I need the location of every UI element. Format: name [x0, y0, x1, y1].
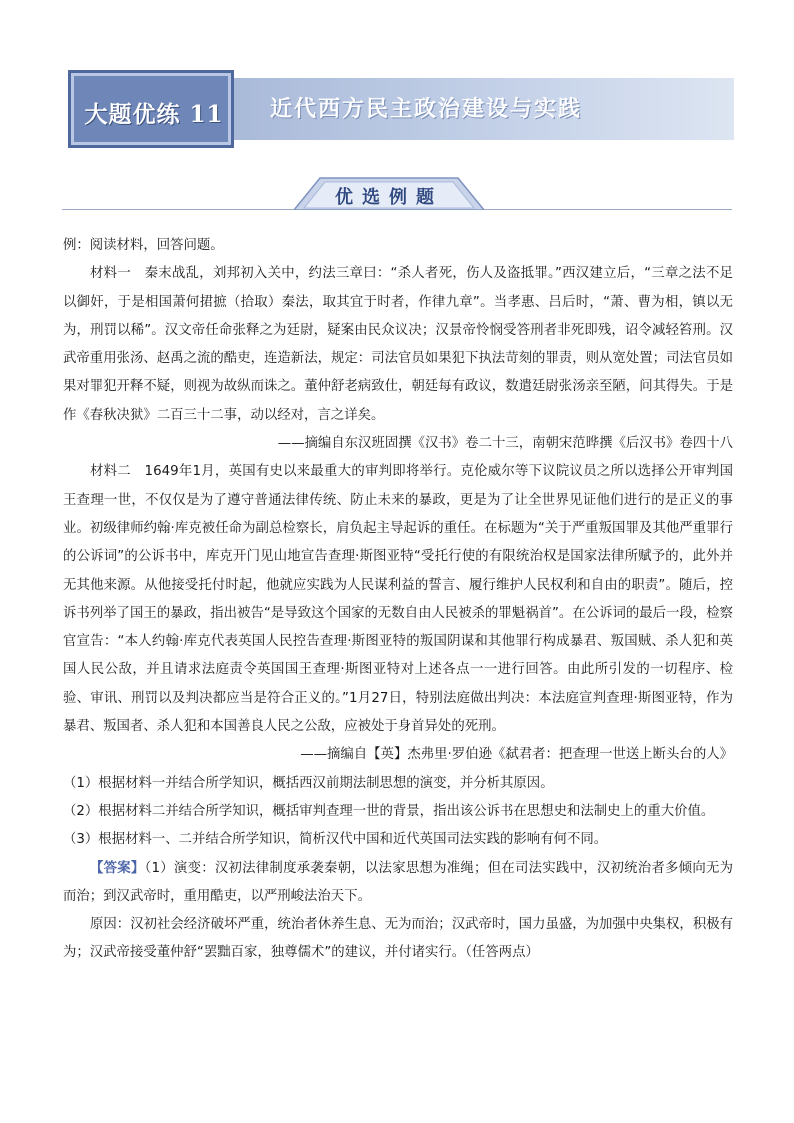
answer-part-1 — [63, 855, 733, 912]
answer-tag: 【答案】 — [90, 860, 145, 876]
banner-tag-box — [68, 70, 234, 148]
question-1: （1）根据材料一并结合所学知识，概括西汉前期法制思想的演变，并分析其原因。 — [63, 775, 554, 791]
question-2: （2）根据材料二并结合所学知识，概括审判查理一世的背景，指出该公诉书在思想史和法制史上的重大价值。 — [63, 803, 715, 819]
banner-tag: 大题优练 11 — [84, 101, 224, 128]
document-body — [63, 232, 733, 968]
answer-part-2: 原因：汉初社会经济破坏严重，统治者休养生息、无为而治；汉武帝时，国力虽盛，为加强中央集权，积极有为；汉武帝接受董仲舒“罢黜百家，独尊儒术”的建议，并付诸实行。（任答两点） — [63, 917, 733, 961]
section-header — [294, 176, 484, 210]
material-one: 材料一 秦末战乱，刘邦初入关中，约法三章曰：“杀人者死，伤人及盗抵罪。”西汉建立后，“三章之法不足以御奸，于是相国萧何捃摭（拾取）秦法，取其宜于时者，作律九章”。当孝惠、吕后时，“萧、曹为相，镇以无为，刑罚以稀”。汉文帝任命张释之为廷尉，疑案由民众议决；汉景帝怜悯受答刑者非死即残，诏令减轻笞刑。汉武帝重用张汤、赵禹之流的酷吏，连造新法，规定：司法官员如果犯下执法苛刻的罪责，则从宽处置；司法官员如果对罪犯开释不疑，则视为故纵而诛之。董仲舒老病致仕，朝廷每有政议，数遣廷尉张汤亲至陋，问其得失。于是作《春秋决狱》二百三十二事，动以经对，言之详矣。 — [63, 266, 733, 423]
material-two-source: ——摘编自【英】杰弗里·罗伯逊《弑君者：把查理一世送上断头台的人》 — [300, 747, 733, 763]
question-3: （3）根据材料一、二并结合所学知识，简析汉代中国和近代英国司法实践的影响有何不同。 — [63, 832, 608, 848]
title-banner — [68, 70, 734, 148]
banner-title: 近代西方民主政治建设与实践 — [270, 96, 583, 122]
material-one-source: ——摘编自东汉班固撰《汉书》卷二十三，南朝宋范晔撰《后汉书》卷四十八 — [277, 436, 733, 452]
intro-line: 例：阅读材料，回答问题。 — [63, 238, 224, 253]
material-two: 材料二 1649年1月，英国有史以来最重大的审判即将举行。克伦威尔等下议院议员之所以选择公开审判国王查理一世，不仅仅是为了遵守普通法律传统、防止未来的暴政，更是为了让全世界见证他们进行的是正义的事业。初级律师约翰·库克被任命为副总检察长，肩负起主导起诉的重任。在标题为“关于严重叛国罪及其他严重罪行的公诉词”的公诉书中，库克开门见山地宣告查理·斯图亚特“受托行使的有限统治权是国家法律所赋予的，此外并无其他来源。从他接受托付时起，他就应实践为人民谋利益的誓言、履行维护人民权利和自由的职责”。随后，控诉书列举了国王的暴政，指出被告“是导致这个国家的无数自由人民被杀的罪魁祸首”。在公诉词的最后一段，检察官宣告：“本人约翰·库克代表英国人民控告查理·斯图亚特的叛国阴谋和其他罪行构成暴君、叛国贼、杀人犯和英国人民公敌，并且请求法庭责令英国国王查理·斯图亚特对上述各点一一进行回答。由此所引发的一切程序、检验、审讯、刑罚以及判决都应当是符合正义的。”1月27日，特别法庭做出判决：本法庭宣判查理·斯图亚特，作为暴君、叛国者、杀人犯和本国善良人民之公敌，应被处于身首异处的死刑。 — [63, 464, 734, 735]
section-label: 优选例题 — [335, 187, 443, 208]
banner-title-bar — [234, 78, 734, 140]
answer-line-1: （1）演变：汉初法律制度承袭秦朝，以法家思想为准绳；但在司法实践中，汉初统治者多倾向无为而治；到汉武帝时，重用酷吏，以严刑峻法治天下。 — [63, 860, 733, 904]
